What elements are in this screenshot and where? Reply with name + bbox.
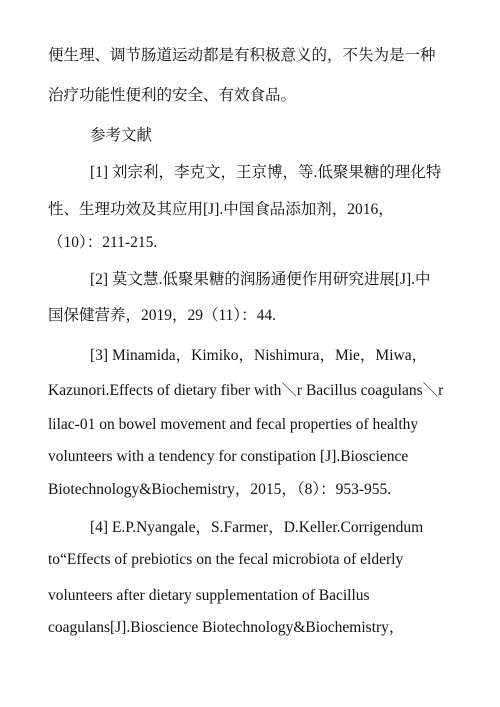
- reference-2-line: [2] 莫文慧.低聚果糖的润肠通便作用研究进展[J].中: [90, 271, 431, 288]
- reference-3-line: Kazunori.Effects of dietary fiber with＼r Bacillus coagulans＼r: [48, 382, 444, 399]
- body-text-line: 治疗功能性便利的安全、有效食品。: [48, 87, 297, 104]
- reference-3-line: Biotechnology&Biochemistry，2015，（8）：953-955.: [48, 481, 392, 498]
- reference-3-line: lilac-01 on bowel movement and fecal properties of healthy: [48, 416, 419, 433]
- reference-2-line: 国保健营养，2019，29（11）：44.: [48, 307, 277, 324]
- reference-4-line: to“Effects of prebiotics on the fecal microbiota of elderly: [48, 551, 404, 568]
- reference-3-line: [3] Minamida，Kimiko，Nishimura，Mie，Miwa，: [90, 347, 428, 364]
- reference-4-line: [4] E.P.Nyangale，S.Farmer，D.Keller.Corrigendum: [90, 519, 424, 536]
- references-heading: 参考文献: [90, 127, 153, 144]
- reference-4-line: coagulans[J].Bioscience Biotechnology&Biochemistry，: [48, 619, 405, 636]
- reference-1-line: 性、生理功效及其应用[J].中国食品添加剂，2016，: [48, 201, 394, 218]
- reference-3-line: volunteers with a tendency for constipation [J].Bioscience: [48, 448, 409, 465]
- body-text-line: 便生理、调节肠道运动都是有积极意义的，不失为是一种: [48, 47, 436, 64]
- reference-1-line: （10）：211-215.: [48, 234, 158, 251]
- reference-1-line: [1] 刘宗利，李克文，王京博，等.低聚果糖的理化特: [90, 164, 442, 181]
- reference-4-line: volunteers after dietary supplementation of Bacillus: [48, 587, 370, 604]
